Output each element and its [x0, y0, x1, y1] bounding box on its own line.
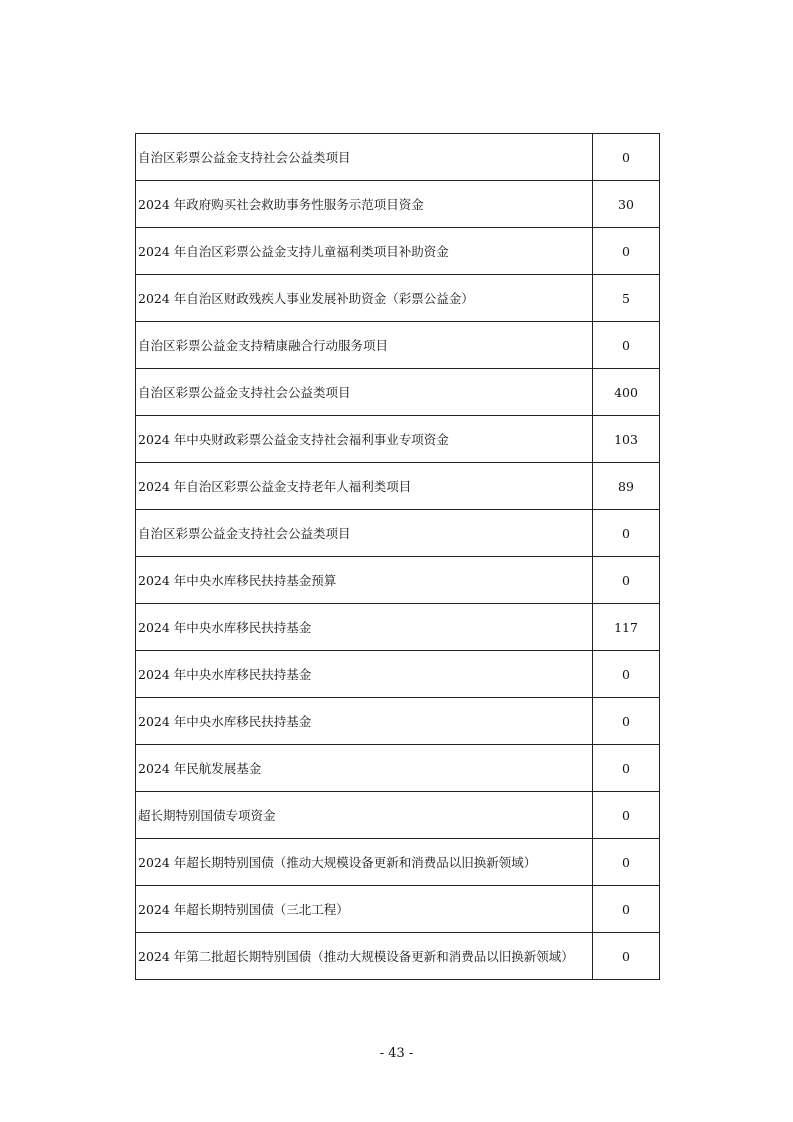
- table-row: [136, 745, 660, 792]
- table-row: [136, 651, 660, 698]
- table-row: [136, 698, 660, 745]
- table-row: [136, 557, 660, 604]
- project-name-cell: 2024 年中央水库移民扶持基金预算: [136, 557, 593, 604]
- project-name-cell: 2024 年中央水库移民扶持基金: [136, 651, 593, 698]
- project-name-cell: 超长期特别国债专项资金: [136, 792, 593, 839]
- amount-cell: 0: [593, 792, 660, 839]
- table-row: [136, 369, 660, 416]
- amount-cell: 0: [593, 839, 660, 886]
- table-row: [136, 181, 660, 228]
- table-row: [136, 134, 660, 181]
- table-row: [136, 510, 660, 557]
- table-row: [136, 275, 660, 322]
- funds-table-body: [136, 134, 660, 980]
- funds-table: [135, 133, 660, 980]
- amount-cell: 0: [593, 745, 660, 792]
- amount-cell: 89: [593, 463, 660, 510]
- amount-cell: 0: [593, 134, 660, 181]
- amount-cell: 5: [593, 275, 660, 322]
- project-name-cell: 自治区彩票公益金支持精康融合行动服务项目: [136, 322, 593, 369]
- amount-cell: 103: [593, 416, 660, 463]
- project-name-cell: 2024 年中央水库移民扶持基金: [136, 698, 593, 745]
- project-name-cell: 2024 年第二批超长期特别国债（推动大规模设备更新和消费品以旧换新领域）: [136, 933, 593, 980]
- table-row: [136, 416, 660, 463]
- project-name-cell: 自治区彩票公益金支持社会公益类项目: [136, 510, 593, 557]
- table-row: [136, 839, 660, 886]
- amount-cell: 0: [593, 651, 660, 698]
- table-row: [136, 886, 660, 933]
- project-name-cell: 2024 年政府购买社会救助事务性服务示范项目资金: [136, 181, 593, 228]
- amount-cell: 0: [593, 933, 660, 980]
- amount-cell: 0: [593, 698, 660, 745]
- project-name-cell: 2024 年中央水库移民扶持基金: [136, 604, 593, 651]
- amount-cell: 0: [593, 228, 660, 275]
- project-name-cell: 2024 年超长期特别国债（推动大规模设备更新和消费品以旧换新领域）: [136, 839, 593, 886]
- project-name-cell: 2024 年中央财政彩票公益金支持社会福利事业专项资金: [136, 416, 593, 463]
- table-row: [136, 933, 660, 980]
- project-name-cell: 自治区彩票公益金支持社会公益类项目: [136, 134, 593, 181]
- table-row: [136, 322, 660, 369]
- table-row: [136, 463, 660, 510]
- project-name-cell: 2024 年自治区财政残疾人事业发展补助资金（彩票公益金）: [136, 275, 593, 322]
- table-row: [136, 792, 660, 839]
- amount-cell: 400: [593, 369, 660, 416]
- amount-cell: 0: [593, 886, 660, 933]
- table-row: [136, 228, 660, 275]
- project-name-cell: 2024 年自治区彩票公益金支持老年人福利类项目: [136, 463, 593, 510]
- amount-cell: 0: [593, 510, 660, 557]
- page-number: - 43 -: [379, 1046, 414, 1061]
- project-name-cell: 2024 年自治区彩票公益金支持儿童福利类项目补助资金: [136, 228, 593, 275]
- amount-cell: 30: [593, 181, 660, 228]
- table-row: [136, 604, 660, 651]
- amount-cell: 0: [593, 557, 660, 604]
- amount-cell: 0: [593, 322, 660, 369]
- project-name-cell: 2024 年民航发展基金: [136, 745, 593, 792]
- project-name-cell: 2024 年超长期特别国债（三北工程）: [136, 886, 593, 933]
- amount-cell: 117: [593, 604, 660, 651]
- project-name-cell: 自治区彩票公益金支持社会公益类项目: [136, 369, 593, 416]
